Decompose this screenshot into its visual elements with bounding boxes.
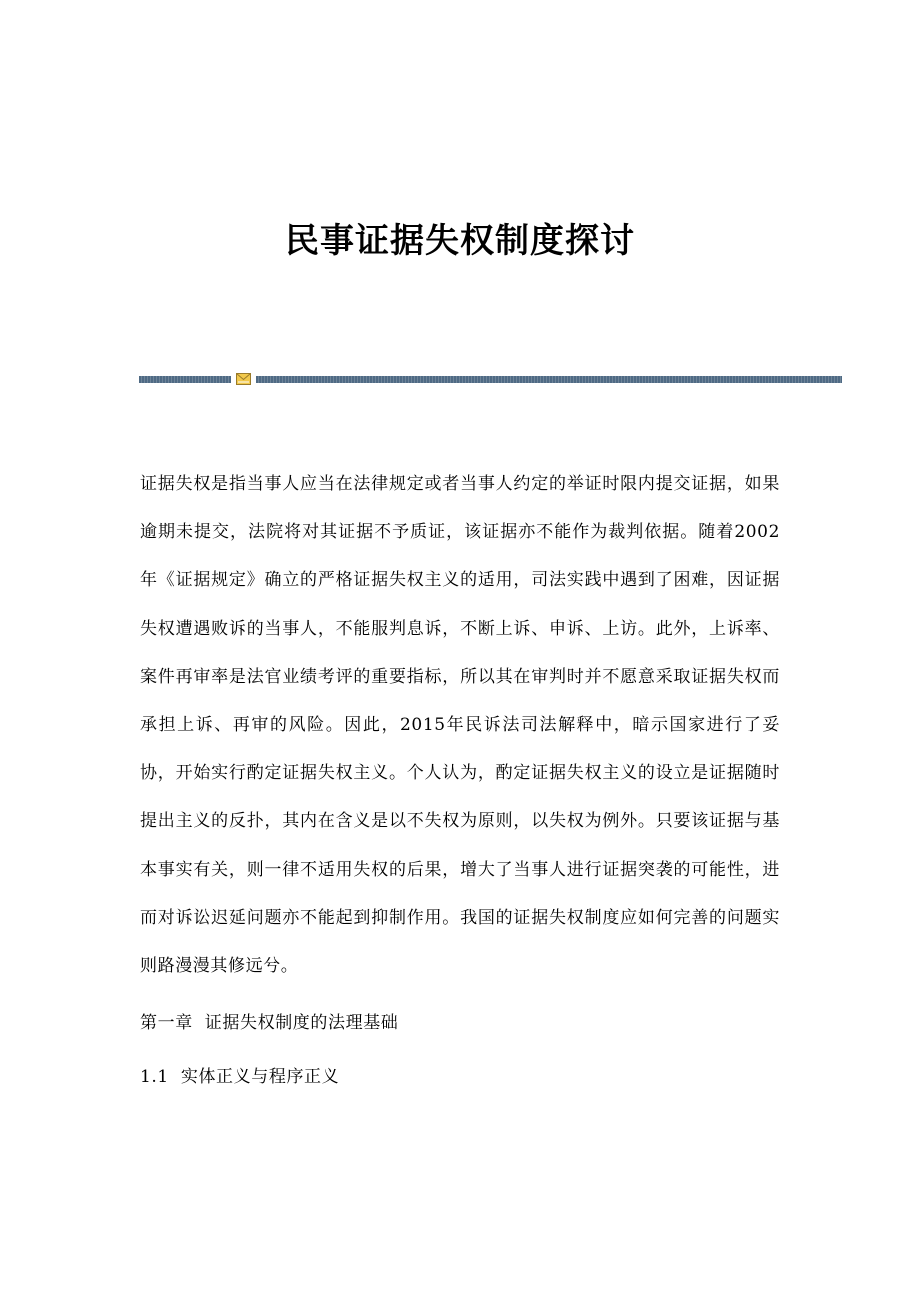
section-heading: 1.1 实体正义与程序正义 — [140, 1067, 340, 1087]
divider-bar-right — [256, 376, 842, 383]
divider-bar-left — [139, 376, 231, 383]
envelope-ornament-icon — [236, 373, 251, 385]
chapter-heading: 第一章 证据失权制度的法理基础 — [140, 1013, 399, 1033]
intro-paragraph: 证据失权是指当事人应当在法律规定或者当事人约定的举证时限内提交证据，如果逾期未提交，法院将对其证据不予质证，该证据亦不能作为裁判依据。随着2002年《证据规定》确立的严格证据失权主义的适用，司法实践中遇到了困难，因证据失权遭遇败诉的当事人，不能服判息诉，不断上诉、申诉、上访。此外，上诉率、案件再审率是法官业绩考评的重要指标，所以其在审判时并不愿意采取证据失权而承担上诉、再审的风险。因此，2015年民诉法司法解释中，暗示国家进行了妥协，开始实行酌定证据失权主义。个人认为，酌定证据失权主义的设立是证据随时提出主义的反扑，其内在含义是以不失权为原则，以失权为例外。只要该证据与基本事实有关，则一律不适用失权的后果，增大了当事人进行证据突袭的可能性，进而对诉讼迟延问题亦不能起到抑制作用。我国的证据失权制度应如何完善的问题实则路漫漫其修远兮。 — [140, 474, 780, 977]
title-divider — [139, 373, 842, 385]
document-title: 民事证据失权制度探讨 — [285, 221, 635, 261]
